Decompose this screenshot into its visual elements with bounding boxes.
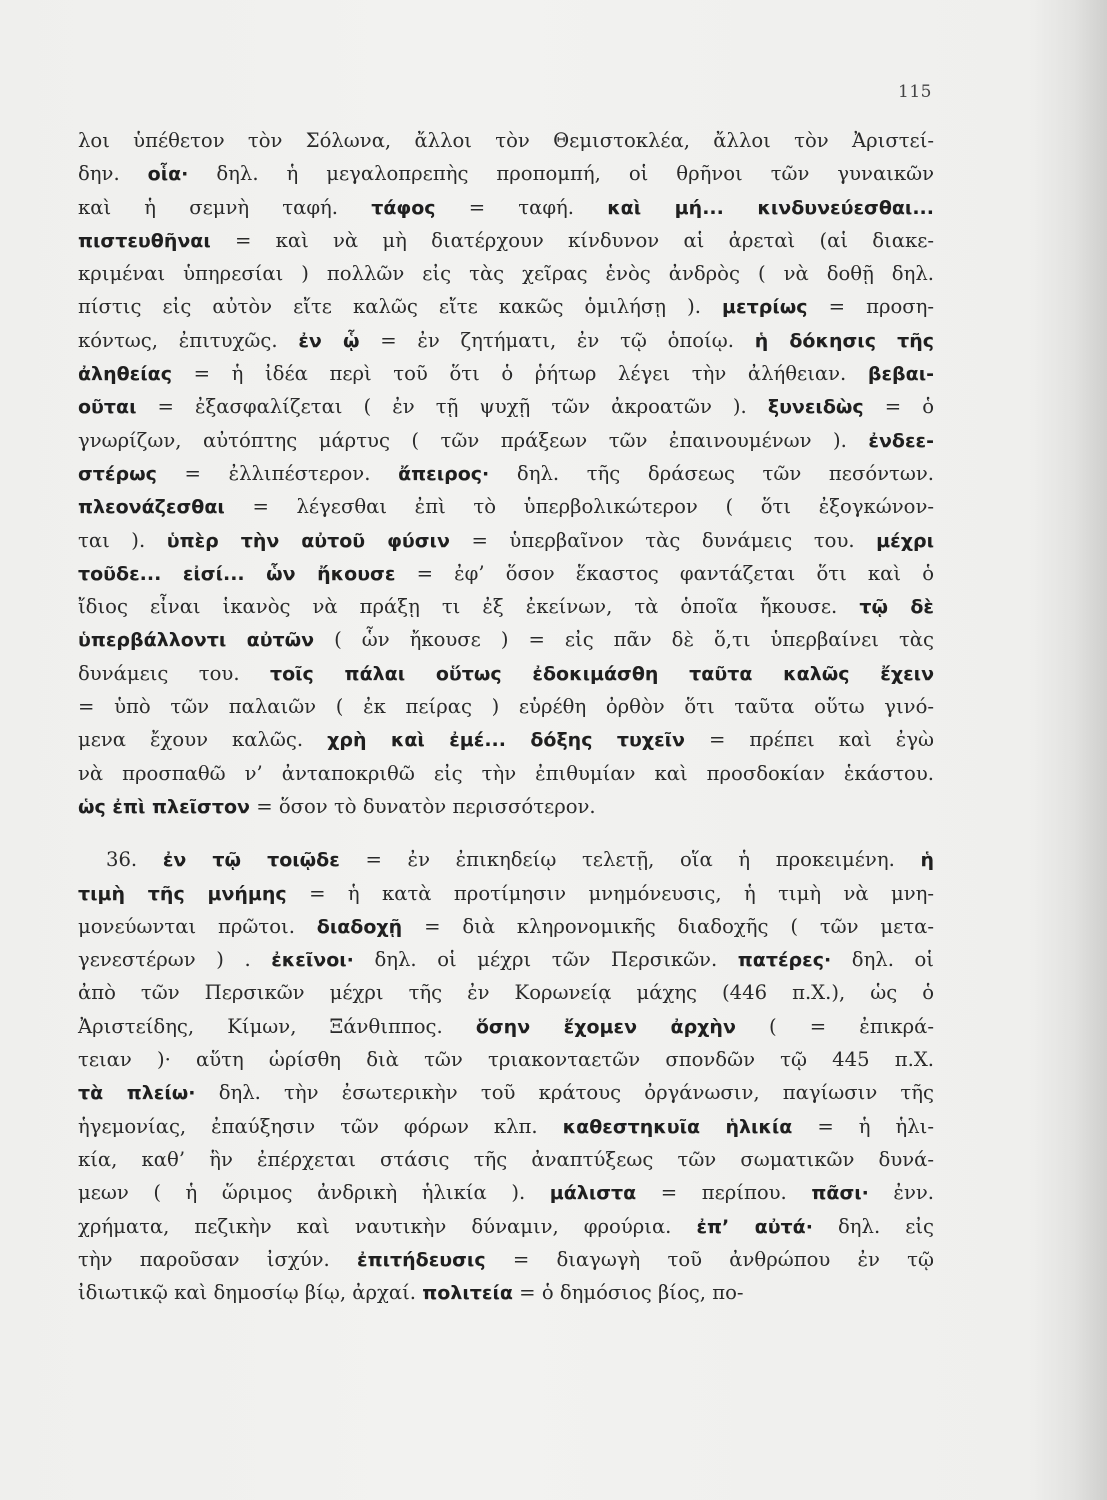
gloss-text: τὴν παροῦσαν ἰσχύν. [78,1247,357,1271]
gloss-text: = ταφή. [435,195,608,219]
gloss-text: = ἐξασφαλίζεται ( ἐν τῇ ψυχῇ τῶν ἀκροατῶν ). [136,395,768,419]
headword: ἀληθείας [78,363,172,386]
text-line [78,257,934,290]
gloss-text: δηλ. τὴν ἐσωτερικὴν τοῦ κράτους ὀργάνωσιν, παγίωσιν τῆς [195,1081,934,1105]
text-line [78,1176,934,1209]
gloss-text: = ἡ ἰδέα περὶ τοῦ ὅτι ὁ ῥήτωρ λέγει τὴν ἀλήθειαν. [171,362,868,386]
headword: μάλιστα [549,1182,637,1205]
headword: ἐπ’ αὐτά· [696,1215,813,1238]
text-line [78,657,934,690]
headword: ὅσην ἔχομεν ἀρχὴν [475,1015,736,1038]
gloss-text: = ὅσον τὸ δυνατὸν περισσότερον. [249,794,596,818]
gloss-text: = ἡ ἡλι- [792,1114,934,1138]
gloss-text: χρήματα, πεζικὴν καὶ ναυτικὴν δύναμιν, φρούρια. [78,1214,697,1238]
gloss-text: = προση- [807,295,934,319]
headword: μετρίως [722,296,808,319]
text-line [78,324,934,357]
text-line [78,877,934,910]
gloss-text: ἡγεμονίας, ἐπαύξησιν τῶν φόρων κλπ. [78,1114,563,1138]
text-line [78,1076,934,1109]
headword: ὑπερβάλλοντι αὐτῶν [78,629,315,652]
text-line [78,1010,934,1043]
headword: ὑπὲρ τὴν αὐτοῦ φύσιν [166,529,450,552]
gloss-text: καὶ ἡ σεμνὴ ταφή. [78,195,372,219]
text-line [78,1243,934,1276]
text-line [78,290,934,323]
gloss-text: = διὰ κληρονομικῆς διαδοχῆς ( τῶν μετα- [402,914,934,938]
paragraph [78,124,934,823]
text-line [78,524,934,557]
headword: χρὴ καὶ ἐμέ... δόξης τυχεῖν [327,729,685,752]
text-line [78,690,934,723]
gloss-text: λοι ὑπέθετον τὸν Σόλωνα, ἄλλοι τὸν Θεμιστοκλέα, ἄλλοι τὸν Ἀριστεί- [78,129,934,152]
gloss-text: δηλ. εἰς [812,1214,935,1238]
text-line [78,910,934,943]
text-line [78,1143,934,1176]
headword: ἐν ᾧ [298,329,360,352]
headword: καὶ μή... κινδυνεύεσθαι... [607,196,934,219]
headword: τοῦδε... εἰσί... ὧν ἤκουσε [78,562,396,585]
headword: ἐνδεε- [868,429,934,452]
headword: τοῖς πάλαι οὕτως ἐδοκιμάσθη ταῦτα καλῶς ἔχειν [269,662,935,685]
text-line [78,124,934,157]
gloss-text: ( ὧν ἤκουσε ) = εἰς πᾶν δὲ ὅ,τι ὑπερβαίνει τὰς [314,628,935,652]
headword: πιστευθῆναι [78,229,211,252]
gloss-text: δην. [78,162,148,186]
gloss-text: πίστις εἰς αὐτὸν εἴτε καλῶς εἴτε κακῶς ὁμιλήσῃ ). [78,295,723,319]
headword: διαδοχῇ [316,915,403,938]
text-line [78,943,934,976]
text-line [78,457,934,490]
text-line [78,191,934,224]
gloss-text: ται ). [78,528,167,552]
text-line [78,357,934,390]
headword: τάφος [371,196,436,219]
headword: ὡς ἐπὶ πλεῖστον [78,795,250,818]
headword: στέρως [78,462,157,485]
text-line [78,390,934,423]
gloss-text: = ἐν ἐπικηδείῳ τελετῇ, οἵα ἡ προκειμένη. [339,848,921,872]
headword: ἡ [920,849,934,872]
gloss-text: ἰδιωτικῷ καὶ δημοσίῳ βίῳ, ἀρχαί. [78,1281,423,1305]
gloss-text: κία, καθ’ ἣν ἐπέρχεται στάσις τῆς ἀναπτύξεως τῶν σωματικῶν δυνά- [78,1147,934,1171]
gloss-text: Ἀριστείδης, Κίμων, Ξάνθιππος. [78,1014,476,1038]
headword: πατέρες· [737,949,832,972]
gloss-text: ( = ἐπικρά- [735,1014,934,1038]
headword: τὰ πλείω· [78,1082,196,1105]
headword: τιμὴ τῆς μνήμης [78,882,287,905]
text-line [78,843,934,876]
headword: ξυνειδὼς [767,396,864,419]
gloss-text: = καὶ νὰ μὴ διατέρχουν κίνδυνον αἱ ἀρεταὶ (αἱ διακε- [210,228,934,252]
text-line [78,1276,934,1309]
headword: μέχρι [876,529,934,552]
text-line [78,976,934,1009]
headword: ἄπειρος· [398,462,490,485]
gloss-text: μεων ( ἡ ὥριμος ἀνδρικὴ ἡλικία ). [78,1181,550,1205]
text-line [78,1110,934,1143]
headword: ἐν τῷ τοιῷδε [162,849,340,872]
commentary-text [78,124,934,1309]
gloss-text: μονεύωνται πρῶτοι. [78,914,317,938]
gloss-text: γνωρίζων, αὐτόπτης μάρτυς ( τῶν πράξεων τῶν ἐπαινουμένων ). [78,428,869,452]
headword: πλεονάζεσθαι [78,496,225,519]
headword: πολιτεία [422,1282,513,1305]
gloss-text: = ὁ [863,395,934,419]
gloss-text: δηλ. οἱ μέχρι τῶν Περσικῶν. [353,948,738,972]
gloss-text: δηλ. ἡ μεγαλοπρεπὴς προπομπή, οἱ θρῆνοι τῶν γυναικῶν [188,162,934,186]
gloss-text: = ὁ δημόσιος βίος, πο- [512,1281,744,1305]
gloss-text: δηλ. τῆς δράσεως τῶν πεσόντων. [489,461,934,485]
text-line [78,1043,934,1076]
headword: τῷ δὲ [859,596,934,619]
headword: οἷα· [147,163,189,186]
headword: βεβαι- [867,363,934,386]
gloss-text: γενεστέρων ) . [78,948,272,972]
gloss-text: = λέγεσθαι ἐπὶ τὸ ὑπερβολικώτερον ( ὅτι ἐξογκώνον- [224,495,934,519]
text-line [78,557,934,590]
paragraph [78,843,934,1309]
gloss-text: ἀπὸ τῶν Περσικῶν μέχρι τῆς ἐν Κορωνείᾳ μάχης (446 π.Χ.), ὡς ὁ [78,981,934,1005]
text-line [78,157,934,190]
gloss-text: δυνάμεις του. [78,661,270,685]
gloss-text: κόντως, ἐπιτυχῶς. [78,328,299,352]
headword: οῦται [78,396,137,419]
headword: καθεστηκυῖα ἡλικία [562,1115,793,1138]
gloss-text: τειαν )· αὕτη ὡρίσθη διὰ τῶν τριακονταετῶν σπονδῶν τῷ 445 π.Χ. [78,1048,934,1072]
gloss-text: ἐνν. [868,1181,935,1205]
gloss-text: = ὑπερβαῖνον τὰς δυνάμεις του. [449,528,877,552]
text-line [78,424,934,457]
headword: ἐπιτήδευσις [357,1248,486,1271]
headword: ἡ δόκησις τῆς [754,329,934,352]
gloss-text: = ἡ κατὰ προτίμησιν μνημόνευσις, ἡ τιμὴ νὰ μνη- [286,881,934,905]
text-line [78,757,934,790]
gloss-text: = διαγωγὴ τοῦ ἀνθρώπου ἐν τῷ [485,1247,934,1271]
text-line [78,590,934,623]
headword: ἐκεῖνοι· [271,949,354,972]
gloss-text: μενα ἔχουν καλῶς. [78,728,328,752]
text-line [78,490,934,523]
gloss-text: = πρέπει καὶ ἐγὼ [685,728,935,752]
text-line [78,790,934,823]
gloss-text: = ὑπὸ τῶν παλαιῶν ( ἐκ πείρας ) εὑρέθη ὀρθὸν ὅτι ταῦτα οὕτω γινό- [78,695,934,719]
gloss-text: κριμέναι ὑπηρεσίαι ) πολλῶν εἰς τὰς χεῖρας ἑνὸς ἀνδρὸς ( νὰ δοθῇ δηλ. [78,262,934,286]
text-line [78,1210,934,1243]
headword: πᾶσι· [811,1182,869,1205]
text-line [78,224,934,257]
gloss-text: δηλ. οἱ [831,948,934,972]
gloss-text: ἴδιος εἶναι ἱκανὸς νὰ πράξῃ τι ἐξ ἐκείνων, τὰ ὁποῖα ἤκουσε. [78,595,860,619]
gloss-text: = ἐφ’ ὅσον ἕκαστος φαντάζεται ὅτι καὶ ὁ [395,561,934,585]
gloss-text: = ἐν ζητήματι, ἐν τῷ ὁποίῳ. [359,328,755,352]
gloss-text: νὰ προσπαθῶ ν’ ἀνταποκριθῶ εἰς τὴν ἐπιθυμίαν καὶ προσδοκίαν ἑκάστου. [78,761,934,785]
page-number: 115 [898,82,932,102]
gloss-text: 36. [106,848,163,872]
gloss-text: = περίπου. [636,1181,812,1205]
gloss-text: = ἐλλιπέστερον. [156,461,399,485]
text-line [78,723,934,756]
text-line [78,623,934,656]
